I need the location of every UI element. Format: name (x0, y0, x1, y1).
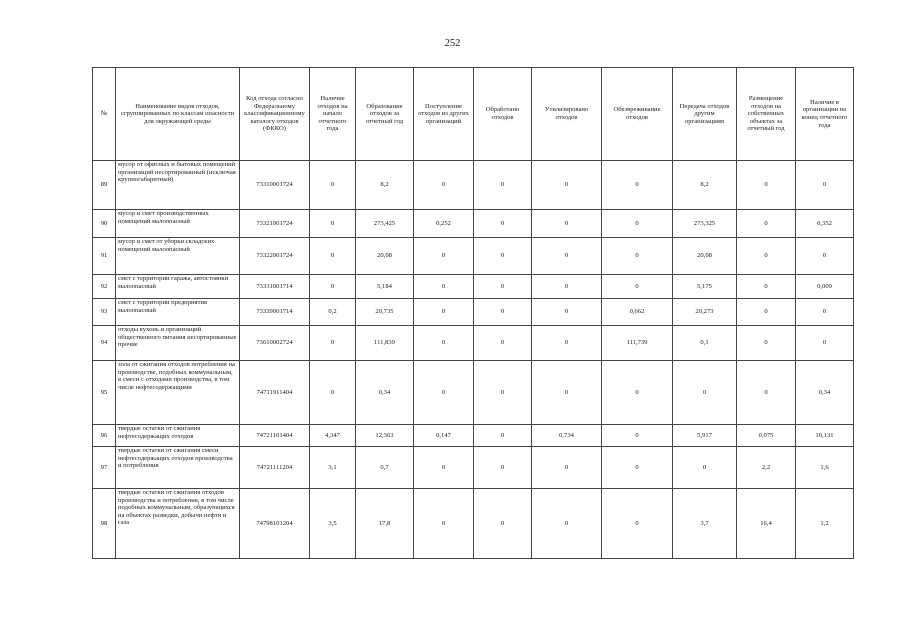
cell-placed: 16,4 (737, 489, 796, 559)
cell-transferred: 0,1 (673, 326, 737, 361)
cell-end-balance: 1,6 (796, 447, 854, 489)
page-number: 252 (444, 38, 461, 49)
cell-fkko-code: 74721101404 (240, 425, 310, 447)
cell-waste-name: мусор и смет от уборки складских помещений малоопасный (116, 238, 240, 275)
cell-processed: 0 (474, 299, 532, 326)
cell-utilized: 0 (532, 275, 602, 299)
table-row (93, 361, 854, 425)
cell-utilized: 0,734 (532, 425, 602, 447)
header-start-balance: Наличие отходов на начало отчетного года (310, 68, 356, 161)
cell-number: 92 (93, 275, 116, 299)
header-number: № (93, 68, 116, 161)
cell-waste-name: твердые остатки от сжигания смеси нефтесодержащих отходов производства и потребления (116, 447, 240, 489)
cell-placed: 0 (737, 210, 796, 238)
table-row (93, 210, 854, 238)
header-end-balance: Наличие в организации на конец отчетного года (796, 68, 854, 161)
cell-number: 98 (93, 489, 116, 559)
cell-start-balance: 0 (310, 326, 356, 361)
cell-utilized: 0 (532, 161, 602, 210)
cell-number: 89 (93, 161, 116, 210)
cell-generated: 0,34 (356, 361, 414, 425)
table-row (93, 275, 854, 299)
header-utilized: Утилизировано отходов (532, 68, 602, 161)
cell-end-balance: 0 (796, 299, 854, 326)
cell-end-balance: 0,352 (796, 210, 854, 238)
cell-placed: 0 (737, 326, 796, 361)
cell-utilized: 0 (532, 361, 602, 425)
table-header-row (93, 68, 854, 161)
cell-received: 0,147 (414, 425, 474, 447)
cell-generated: 17,8 (356, 489, 414, 559)
cell-waste-name: твердые остатки от сжигания нефтесодержащих отходов (116, 425, 240, 447)
cell-start-balance: 0 (310, 361, 356, 425)
header-waste-name: Наименование видов отходов, сгруппированных по классам опасности для окружающей среды (116, 68, 240, 161)
cell-fkko-code: 74721111204 (240, 447, 310, 489)
cell-utilized: 0 (532, 238, 602, 275)
table-row (93, 326, 854, 361)
cell-placed: 0 (737, 161, 796, 210)
cell-neutralized: 0 (602, 425, 673, 447)
cell-placed: 0 (737, 299, 796, 326)
cell-transferred: 0 (673, 361, 737, 425)
cell-placed: 0 (737, 361, 796, 425)
cell-processed: 0 (474, 361, 532, 425)
cell-fkko-code: 73331001714 (240, 275, 310, 299)
cell-processed: 0 (474, 326, 532, 361)
cell-end-balance: 10,131 (796, 425, 854, 447)
cell-waste-name: отходы кухонь и организаций общественного питания несортированные прочие (116, 326, 240, 361)
cell-received: 0 (414, 326, 474, 361)
cell-start-balance: 3,1 (310, 447, 356, 489)
cell-processed: 0 (474, 489, 532, 559)
cell-utilized: 0 (532, 489, 602, 559)
cell-start-balance: 0,2 (310, 299, 356, 326)
cell-generated: 12,363 (356, 425, 414, 447)
cell-number: 94 (93, 326, 116, 361)
cell-number: 96 (93, 425, 116, 447)
cell-processed: 0 (474, 238, 532, 275)
cell-transferred: 0 (673, 447, 737, 489)
cell-generated: 20,08 (356, 238, 414, 275)
cell-neutralized: 0 (602, 161, 673, 210)
cell-received: 0 (414, 275, 474, 299)
cell-processed: 0 (474, 275, 532, 299)
cell-end-balance: 0,34 (796, 361, 854, 425)
cell-fkko-code: 73321001724 (240, 210, 310, 238)
cell-placed: 2,2 (737, 447, 796, 489)
cell-transferred: 5,175 (673, 275, 737, 299)
cell-generated: 8,2 (356, 161, 414, 210)
cell-received: 0 (414, 238, 474, 275)
cell-utilized: 0 (532, 210, 602, 238)
header-processed: Обработано отходов (474, 68, 532, 161)
cell-utilized: 0 (532, 299, 602, 326)
table-row (93, 425, 854, 447)
header-received: Поступление отходов из других организаций (414, 68, 474, 161)
cell-end-balance: 0 (796, 161, 854, 210)
cell-generated: 273,425 (356, 210, 414, 238)
cell-transferred: 5,917 (673, 425, 737, 447)
cell-transferred: 20,08 (673, 238, 737, 275)
cell-neutralized: 111,739 (602, 326, 673, 361)
cell-fkko-code: 73322001724 (240, 238, 310, 275)
cell-number: 93 (93, 299, 116, 326)
cell-start-balance: 0 (310, 161, 356, 210)
cell-waste-name: смет с территории гаража, автостоянки малоопасный (116, 275, 240, 299)
cell-neutralized: 0 (602, 447, 673, 489)
waste-table (92, 67, 854, 559)
cell-generated: 111,839 (356, 326, 414, 361)
cell-start-balance: 0 (310, 275, 356, 299)
table-row (93, 161, 854, 210)
cell-fkko-code: 73339001714 (240, 299, 310, 326)
cell-waste-name: твердые остатки от сжигания отходов производства и потребления, в том числе подобных коммунальным, образующихся на объектах разведки, добычи нефти и газа (116, 489, 240, 559)
cell-start-balance: 4,347 (310, 425, 356, 447)
cell-start-balance: 0 (310, 210, 356, 238)
cell-utilized: 0 (532, 326, 602, 361)
cell-transferred: 273,325 (673, 210, 737, 238)
cell-utilized: 0 (532, 447, 602, 489)
cell-number: 90 (93, 210, 116, 238)
cell-transferred: 8,2 (673, 161, 737, 210)
cell-generated: 20,735 (356, 299, 414, 326)
cell-received: 0 (414, 447, 474, 489)
cell-processed: 0 (474, 447, 532, 489)
header-fkko-code: Код отхода согласно Федеральному классификационному каталогу отходов (ФККО) (240, 68, 310, 161)
cell-end-balance: 0 (796, 326, 854, 361)
cell-transferred: 3,7 (673, 489, 737, 559)
cell-processed: 0 (474, 161, 532, 210)
cell-neutralized: 0 (602, 275, 673, 299)
cell-received: 0 (414, 299, 474, 326)
header-placed: Размещение отходов на собственных объектах за отчетный год (737, 68, 796, 161)
cell-received: 0 (414, 489, 474, 559)
cell-placed: 0 (737, 275, 796, 299)
table-row (93, 299, 854, 326)
cell-generated: 0,7 (356, 447, 414, 489)
cell-received: 0 (414, 161, 474, 210)
cell-generated: 5,184 (356, 275, 414, 299)
cell-neutralized: 0 (602, 361, 673, 425)
cell-neutralized: 0,662 (602, 299, 673, 326)
cell-processed: 0 (474, 210, 532, 238)
header-neutralized: Обезвреживание отходов (602, 68, 673, 161)
cell-fkko-code: 73610002724 (240, 326, 310, 361)
cell-neutralized: 0 (602, 489, 673, 559)
cell-end-balance: 0,009 (796, 275, 854, 299)
cell-placed: 0,075 (737, 425, 796, 447)
cell-neutralized: 0 (602, 210, 673, 238)
cell-number: 91 (93, 238, 116, 275)
cell-start-balance: 0 (310, 238, 356, 275)
cell-fkko-code: 74711911404 (240, 361, 310, 425)
table-row (93, 447, 854, 489)
header-generated: Образование отходов за отчетный год (356, 68, 414, 161)
cell-number: 95 (93, 361, 116, 425)
cell-start-balance: 3,5 (310, 489, 356, 559)
cell-received: 0,252 (414, 210, 474, 238)
cell-fkko-code: 74798101204 (240, 489, 310, 559)
cell-processed: 0 (474, 425, 532, 447)
table-row (93, 238, 854, 275)
cell-neutralized: 0 (602, 238, 673, 275)
cell-transferred: 20,273 (673, 299, 737, 326)
header-transferred: Передача отходов другим организациям (673, 68, 737, 161)
cell-waste-name: мусор от офисных и бытовых помещений организаций несортированный (исключая крупногабаритный) (116, 161, 240, 210)
cell-waste-name: мусор и смет производственных помещений малоопасный (116, 210, 240, 238)
cell-waste-name: зола от сжигания отходов потребления на производстве, подобных коммунальным, в смеси с отходами производства, в том числе нефтесодержащими (116, 361, 240, 425)
table-row (93, 489, 854, 559)
cell-placed: 0 (737, 238, 796, 275)
cell-end-balance: 0 (796, 238, 854, 275)
cell-received: 0 (414, 361, 474, 425)
cell-end-balance: 1,2 (796, 489, 854, 559)
cell-waste-name: смет с территории предприятия малоопасный (116, 299, 240, 326)
cell-fkko-code: 73310001724 (240, 161, 310, 210)
cell-number: 97 (93, 447, 116, 489)
